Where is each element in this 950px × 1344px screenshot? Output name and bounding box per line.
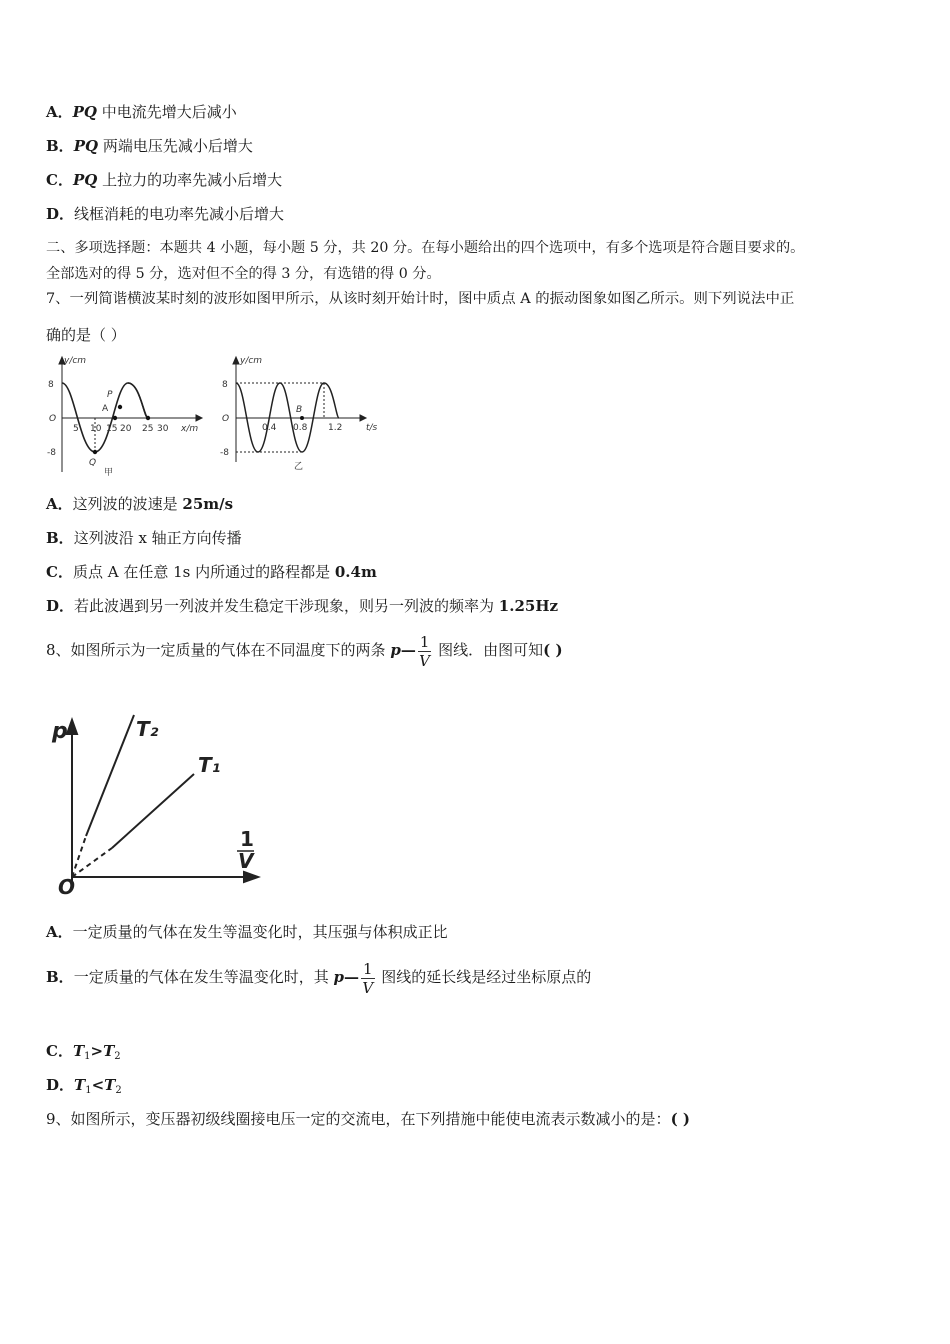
fig1-xlabel: x/m (181, 424, 199, 434)
fig-x-den: V (238, 849, 254, 873)
q8-stem: 8、如图所示为一定质量的气体在不同温度下的两条 p— $\frac{1}{V}$ 图线．由图可知( ) (46, 632, 563, 670)
fig2-ttick-0.8: 0.8 (293, 423, 308, 433)
section2-heading-line1: 二、多项选择题：本题共 4 小题，每小题 5 分，共 20 分。在每小题给出的四个选项中，有多个选项是符合题目要求的。 (46, 240, 805, 256)
fig2-ttick-1.2: 1.2 (328, 423, 343, 433)
x-axis-arrow (196, 415, 202, 421)
q7-option-b: B．这列波沿 x 轴正方向传播 (46, 529, 242, 547)
fig2-caption: 乙 (294, 462, 304, 472)
point-p-dot (118, 405, 122, 409)
t1-extension (72, 848, 112, 877)
fraction-1-over-v-option-b: $\frac{1}{V}$ (362, 959, 374, 997)
fig1-ylabel: y/cm (64, 356, 87, 366)
q8-option-c: C．$T_1>T_2$ (46, 1042, 121, 1062)
q7-figure-wave (44, 352, 209, 478)
q8-option-d: D．$T_1<T_2$ (46, 1076, 122, 1096)
fig1-origin: O (49, 414, 57, 424)
fig-p-label: p (52, 719, 68, 744)
fig-t2-label: T₂ (136, 717, 159, 741)
fig1-xtick-25: 25 (142, 424, 154, 434)
fig2-ytick-neg8: -8 (220, 448, 229, 458)
wave-end-dot (146, 416, 150, 420)
point-b-dot (300, 416, 304, 420)
fig1-xtick-30: 30 (157, 424, 169, 434)
fig-x-num: 1 (240, 827, 254, 851)
fig1-ytick-8: 8 (48, 380, 54, 390)
fig1-label-q: Q (89, 458, 97, 468)
fig2-xlabel: t/s (366, 423, 378, 433)
fig2-label-b: B (296, 405, 303, 415)
fig1-label-a: A (102, 404, 109, 414)
fig1-xtick-20: 20 (120, 424, 132, 434)
q7-option-d: D．若此波遇到另一列波并发生稳定干涉现象，则另一列波的频率为 1.25Hz (46, 597, 559, 615)
fig-origin-label: O (58, 875, 76, 899)
fig2-ttick-0.4: 0.4 (262, 423, 277, 433)
x-axis-arrow (244, 872, 258, 882)
fig2-ytick-8: 8 (222, 380, 228, 390)
q9-stem: 9、如图所示，变压器初级线圈接电压一定的交流电，在下列措施中能使电流表示数减小的是：( ) (46, 1110, 690, 1128)
fig1-ytick-neg8: -8 (47, 448, 56, 458)
fig1-xtick-5: 5 (73, 424, 79, 434)
q6-option-c: C．PQ 上拉力的功率先减小后增大 (46, 171, 283, 189)
y-axis-arrow (233, 357, 239, 364)
q8-figure-p-1v (44, 708, 264, 900)
q7-stem-line1: 7、一列简谐横波某时刻的波形如图甲所示，从该时刻开始计时，图中质点 A 的振动图象如图乙所示。则下列说法中正 (46, 291, 795, 307)
point-q-dot (93, 450, 97, 454)
point-a-dot (113, 416, 117, 420)
q6-option-b: B．PQ 两端电压先减小后增大 (46, 137, 253, 155)
section2-heading-line2: 全部选对的得 5 分，选对但不全的得 3 分，有选错的得 0 分。 (46, 266, 441, 282)
q6-option-a: A．PQ 中电流先增大后减小 (46, 103, 237, 121)
wave-curve-tail (128, 383, 148, 418)
q8-option-a: A．一定质量的气体在发生等温变化时，其压强与体积成正比 (46, 923, 448, 941)
q6-option-d: D．线框消耗的电功率先减小后增大 (46, 205, 285, 223)
q7-option-a: A．这列波的波速是 25m/s (46, 495, 234, 513)
t-axis-arrow (360, 415, 366, 421)
fig-t1-label: T₁ (198, 753, 221, 777)
p-axis-arrow (67, 720, 77, 734)
fig1-xtick-10: 10 (90, 424, 102, 434)
q7-option-c: C．质点 A 在任意 1s 内所通过的路程都是 0.4m (46, 563, 377, 581)
q8-option-b: B．一定质量的气体在发生等温变化时，其 p— $\frac{1}{V}$ 图线的延长线是经过坐标原点的 (46, 959, 592, 997)
q7-figure-vibration (216, 352, 391, 478)
fig2-origin: O (222, 414, 230, 424)
q7-stem-line2: 确的是（ ） (46, 326, 126, 344)
t1-line (112, 774, 194, 848)
fig1-caption: 甲 (104, 468, 114, 478)
fig2-ylabel: y/cm (240, 356, 263, 366)
fraction-1-over-v: $\frac{1}{V}$ (419, 632, 431, 670)
t2-line (86, 715, 134, 836)
fig1-label-p: P (107, 390, 113, 400)
fig1-xtick-15: 15 (106, 424, 118, 434)
